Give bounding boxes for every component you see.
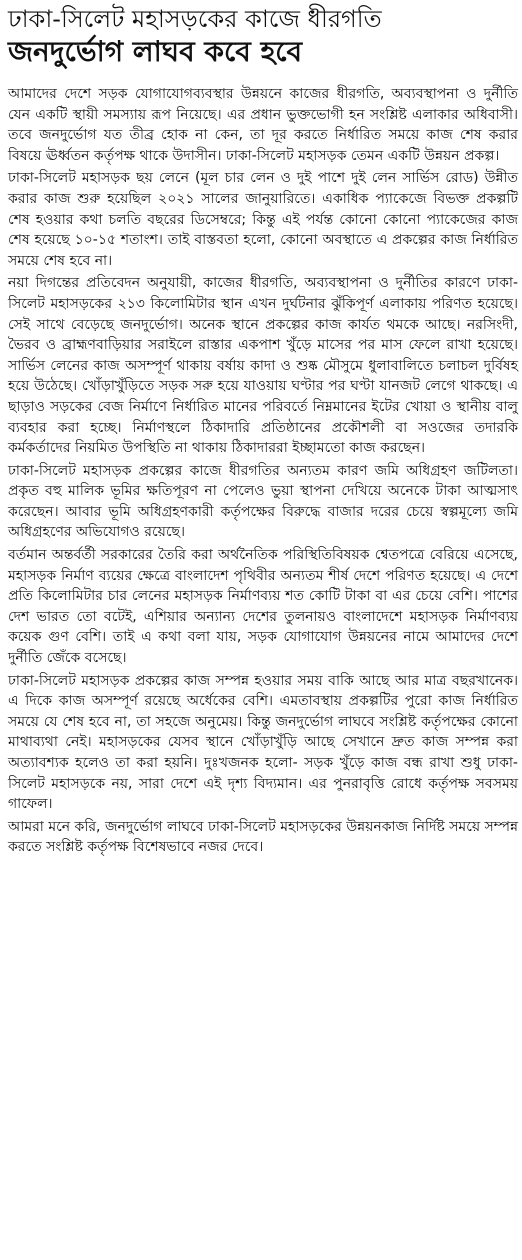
article-paragraph-6: ঢাকা-সিলেট মহাসড়ক প্রকল্পের কাজ সম্পন্ন হওয়ার সময় বাকি আছে আর মাত্র বছরখানেক। এ দিকে কাজ অসম্পূর্ণ রয়েছে অর্ধেকের বেশি। এমতাবস্থায় প্রকল্পটির পুরো কাজ নির্ধারিত সময়ে যে শেষ হবে না, তা সহজে অনুমেয়। কিন্তু জনদুর্ভোগ লাঘবে সংশ্লিষ্ট কর্তৃপক্ষের কোনো মাথাব্যথা নেই। মহাসড়কের যেসব স্থানে খোঁড়াখুঁড়ি আছে সেখানে দ্রুত কাজ সম্পন্ন করা অত্যাবশ্যক হলেও তা করা হয়নি। দুঃখজনক হলো- সড়ক খুঁড়ে কাজ বন্ধ রাখা শুধু ঢাকা-সিলেট মহাসড়কে নয়, সারা দেশে এই দৃশ্য বিদ্যমান। এর পুনরাবৃত্তি রোধে কর্তৃপক্ষ সবসময় গাফেল। <box>8 672 518 813</box>
article-paragraph-4: ঢাকা-সিলেট মহাসড়ক প্রকল্পের কাজে ধীরগতির অন্যতম কারণ জমি অধিগ্রহণ জটিলতা। প্রকৃত বহু মালিক ভূমির ক্ষতিপূরণ না পেলেও ভুয়া স্থাপনা দেখিয়ে অনেকে টাকা আত্মসাৎ করেছেন। আবার ভূমি অধিগ্রহণকারী কর্তৃপক্ষের বিরুদ্ধে বাজার দরের চেয়ে স্বল্পমূল্যে জমি অধিগ্রহণের অভিযোগও রয়েছে। <box>8 462 518 541</box>
article-kicker: ঢাকা-সিলেট মহাসড়কের কাজে ধীরগতি <box>8 5 382 33</box>
article-body <box>8 84 518 858</box>
article-paragraph-3: নয়া দিগন্তের প্রতিবেদন অনুযায়ী, কাজের ধীরগতি, অব্যবস্থাপনা ও দুর্নীতির কারণে ঢাকা-সিলেট মহাসড়কের ২১৩ কিলোমিটার স্থান এখন দুর্ঘটনার ঝুঁকিপূর্ণ এলাকায় পরিণত হয়েছে। সেই সাথে বেড়েছে জনদুর্ভোগ। অনেক স্থানে প্রকল্পের কাজ কার্যত থমকে আছে। নরসিংদী, ভৈরব ও ব্রাহ্মণবাড়িয়ার সরাইলে রাস্তার একপাশ খুঁড়ে মাসের পর মাস ফেলে রাখা হয়েছে। সার্ভিস লেনের কাজ অসম্পূর্ণ থাকায় বর্ষায় কাদা ও শুষ্ক মৌসুমে ধুলাবালিতে চলাচল দুর্বিষহ হয়ে উঠেছে। খোঁড়াখুঁড়িতে সড়ক সরু হয়ে যাওয়ায় ঘণ্টার পর ঘণ্টা যানজট লেগে থাকছে। এ ছাড়াও সড়কের বেজ নির্মাণে নির্ধারিত মানের পরিবর্তে নিম্নমানের ইটের খোয়া ও স্থানীয় বালু ব্যবহার করা হচ্ছে। নির্মাণস্থলে ঠিকাদারি প্রতিষ্ঠানের প্রকৌশলী বা সওজের তদারকি কর্মকর্তাদের নিয়মিত উপস্থিতি না থাকায় ঠিকাদাররা ইচ্ছামতো কাজ করছেন। <box>8 275 518 457</box>
article-paragraph-1: আমাদের দেশে সড়ক যোগাযোগব্যবস্থার উন্নয়নে কাজের ধীরগতি, অব্যবস্থাপনা ও দুর্নীতি যেন একটি স্থায়ী সমস্যায় রূপ নিয়েছে। এর প্রধান ভুক্তভোগী হন সংশ্লিষ্ট এলাকার অধিবাসী। তবে জনদুর্ভোগ যত তীব্র হোক না কেন, তা দূর করতে নির্ধারিত সময়ে কাজ শেষ করার বিষয়ে ঊর্ধ্বতন কর্তৃপক্ষ থাকে উদাসীন। ঢাকা-সিলেট মহাসড়ক তেমন একটি উন্নয়ন প্রকল্প। <box>8 86 518 164</box>
article-paragraph-5: বর্তমান অন্তর্বর্তী সরকারের তৈরি করা অর্থনৈতিক পরিস্থিতিবিষয়ক শ্বেতপত্রে বেরিয়ে এসেছে, মহাসড়ক নির্মাণ ব্যয়ের ক্ষেত্রে বাংলাদেশ পৃথিবীর অন্যতম শীর্ষ দেশে পরিণত হয়েছে। এ দেশে প্রতি কিলোমিটার চার লেনের মহাসড়ক নির্মাণব্যয় শত কোটি টাকা বা এর চেয়ে বেশি। পাশের দেশ ভারত তো বটেই, এশিয়ার অন্যান্য দেশের তুলনায়ও বাংলাদেশে মহাসড়ক নির্মাণব্যয় কয়েক গুণ বেশি। তাই এ কথা বলা যায়, সড়ক যোগাযোগ উন্নয়নের নামে আমাদের দেশে দুর্নীতি জেঁকে বসেছে। <box>8 547 518 667</box>
article-paragraph-7: আমরা মনে করি, জনদুর্ভোগ লাঘবে ঢাকা-সিলেট মহাসড়কের উন্নয়নকাজ নির্দিষ্ট সময়ে সম্পন্ন করতে সংশ্লিষ্ট কর্তৃপক্ষ বিশেষভাবে নজর দেবে। <box>8 818 518 856</box>
article-headline: জনদুর্ভোগ লাঘব কবে হবে <box>8 35 303 68</box>
article-paragraph-2: ঢাকা-সিলেট মহাসড়ক ছয় লেনে (মূল চার লেন ও দুই পাশে দুই লেন সার্ভিস রোড) উন্নীত করার কাজ শুরু হয়েছিল ২০২১ সালের জানুয়ারিতে। একাধিক প্যাকেজে বিভক্ত প্রকল্পটি শেষ হওয়ার কথা চলতি বছরের ডিসেম্বরে; কিন্তু এই পর্যন্ত কোনো কোনো প্যাকেজের কাজ শেষ হয়েছে ১০-১৫ শতাংশ। তাই বাস্তবতা হলো, কোনো অবস্থাতে এ প্রকল্পের কাজ নির্ধারিত সময়ে শেষ হবে না। <box>8 170 518 269</box>
